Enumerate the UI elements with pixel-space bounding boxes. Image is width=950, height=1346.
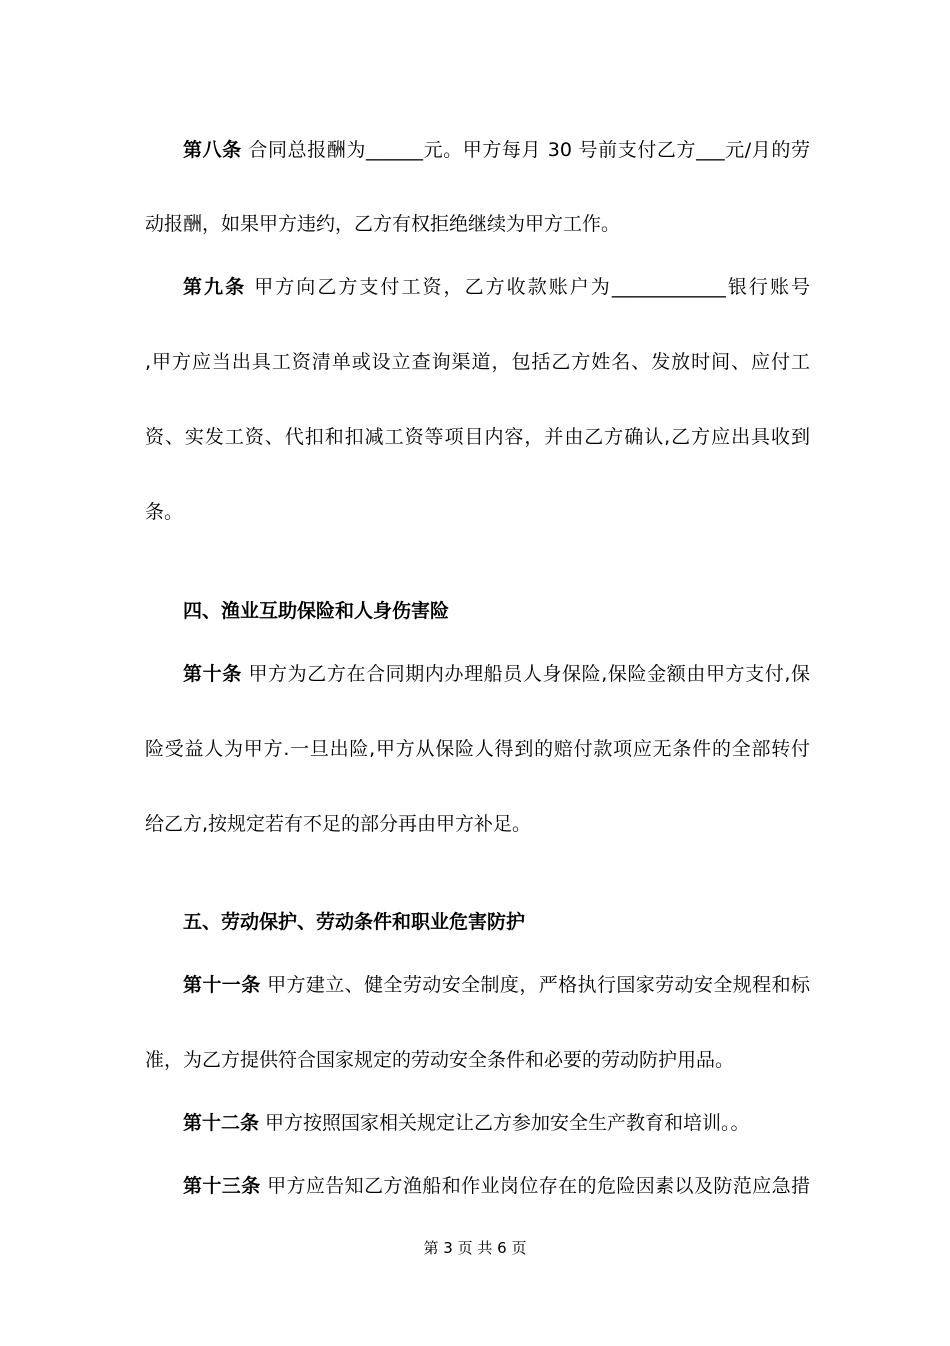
article-11-line-2: 准，为乙方提供符合国家规定的劳动安全条件和必要的劳动防护用品。: [145, 1049, 735, 1071]
article-9-label: 第九条: [183, 276, 247, 298]
article-13-label: 第十三条: [183, 1175, 261, 1197]
article-8-text-1: 合同总报酬为______元。甲方每月 30 号前支付乙方___元/月的劳: [241, 139, 810, 161]
section-5-heading: 五、劳动保护、劳动条件和职业危害防护: [183, 911, 526, 933]
article-12-label: 第十二条: [183, 1112, 260, 1134]
article-10-line-3: 给乙方,按规定若有不足的部分再由甲方补足。: [145, 813, 532, 835]
article-9-line-2: ,甲方应当出具工资清单或设立查询渠道，包括乙方姓名、发放时间、应付工: [145, 351, 810, 373]
article-10-line-1: [183, 662, 810, 686]
article-12-line-1: [183, 1111, 810, 1135]
article-11-label: 第十一条: [183, 974, 261, 996]
article-9-text-1: 甲方向乙方支付工资，乙方收款账户为____________银行账号: [246, 276, 810, 298]
article-8-line-2: 动报酬，如果甲方违约，乙方有权拒绝继续为甲方工作。: [145, 213, 621, 235]
page-number-footer: 第 3 页 共 6 页: [423, 1239, 527, 1257]
article-8-label: 第八条: [183, 139, 242, 161]
section-4-heading: 四、渔业互助保险和人身伤害险: [183, 600, 450, 622]
article-9-line-3: 资、实发工资、代扣和扣减工资等项目内容，并由乙方确认,乙方应出具收到: [145, 426, 810, 448]
article-13-text-1: 甲方应告知乙方渔船和作业岗位存在的危险因素以及防范应急措: [260, 1175, 810, 1197]
article-12-text-1: 甲方按照国家相关规定让乙方参加安全生产教育和培训。。: [259, 1112, 750, 1134]
article-13-line-1: [183, 1174, 810, 1198]
article-11-line-1: [183, 973, 810, 997]
article-8-line-1: [183, 138, 810, 162]
article-9-line-4: 条。: [145, 501, 184, 523]
article-10-line-2: 险受益人为甲方.一旦出险,甲方从保险人得到的赔付款项应无条件的全部转付: [145, 738, 810, 760]
article-9-line-1: [183, 275, 810, 299]
article-11-text-1: 甲方建立、健全劳动安全制度，严格执行国家劳动安全规程和标: [260, 974, 810, 996]
article-10-text-1: 甲方为乙方在合同期内办理船员人身保险,保险金额由甲方支付,保: [241, 663, 810, 685]
article-10-label: 第十条: [183, 663, 242, 685]
